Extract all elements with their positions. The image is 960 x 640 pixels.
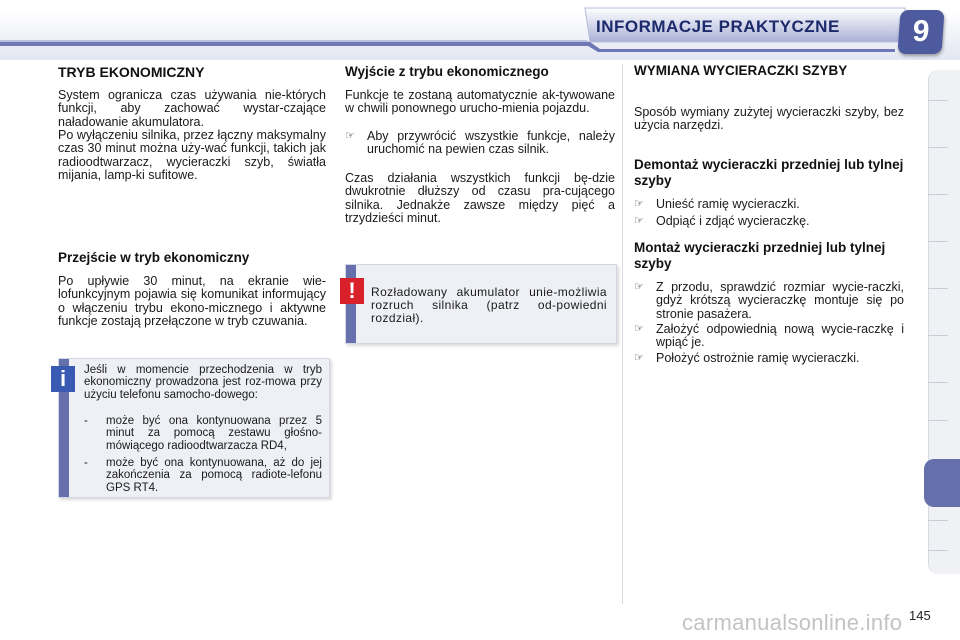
info-box-item-text: może być ona kontynuowana, aż do jej zakończenia za pomocą radiote-lefonu GPS RT4. xyxy=(106,457,322,494)
warning-box-text: Rozładowany akumulator unie-możliwia rozruch silnika (patrz od-powiedni rozdział). xyxy=(371,285,607,325)
hand-pointer-icon: ☞ xyxy=(634,198,644,210)
bullet-text: Założyć odpowiednią nową wycie-raczkę i wpiąć je. xyxy=(656,322,904,350)
info-box-item xyxy=(84,457,322,494)
tab-divider xyxy=(928,550,948,551)
paragraph: Po upływie 30 minut, na ekranie wie-lofunkcyjnym pojawia się komunikat informujący o włączeniu trybu ekono-micznego i aktywne funkcje zostają przełączone w tryb czuwania. xyxy=(58,274,326,328)
section-heading-enter-economy: Przejście w tryb ekonomiczny xyxy=(58,250,250,265)
tab-divider xyxy=(928,288,948,289)
tab-divider xyxy=(928,382,948,383)
tab-divider xyxy=(928,194,948,195)
paragraph: Po wyłączeniu silnika, przez łączny maksymalny czas 30 minut można uży-wać funkcji, takich jak radioodtwarzacz, wycieraczki szyb, światła mijania, lamp-ki sufitowe. xyxy=(58,128,326,182)
section-heading-economy-mode: TRYB EKONOMICZNY xyxy=(58,64,205,80)
tab-divider xyxy=(928,100,948,101)
dash-marker: - xyxy=(84,457,88,469)
page-title: INFORMACJE PRAKTYCZNE xyxy=(596,17,840,36)
paragraph: System ogranicza czas używania nie-których funkcji, aby zachować wystar-czające naładowanie akumulatora. xyxy=(58,88,326,129)
tab-divider xyxy=(928,147,948,148)
chapter-number-badge: 9 xyxy=(897,10,944,54)
bullet-item xyxy=(345,130,615,157)
info-box-item xyxy=(84,415,322,452)
hand-pointer-icon: ☞ xyxy=(345,130,355,142)
tab-divider xyxy=(928,335,948,336)
info-box-text: Jeśli w momencie przechodzenia w tryb ekonomiczny prowadzona jest roz-mowa przy użyciu telefonu samocho-dowego: xyxy=(84,364,322,401)
hand-pointer-icon: ☞ xyxy=(634,215,644,227)
bullet-item xyxy=(634,198,904,211)
section-heading-wiper-replacement: WYMIANA WYCIERACZKI SZYBY xyxy=(634,63,848,78)
hand-pointer-icon: ☞ xyxy=(634,323,644,335)
info-box-item-text: może być ona kontynuowana przez 5 minut za pomocą zestawu głośno-mówiącego radioodtwarzacza RD4, xyxy=(106,415,322,452)
bullet-text: Unieść ramię wycieraczki. xyxy=(656,197,800,211)
section-heading-wiper-removal: Demontaż wycieraczki przedniej lub tylnej szyby xyxy=(634,157,904,188)
tab-divider xyxy=(928,420,948,421)
bullet-text: Z przodu, sprawdzić rozmiar wycie-raczki, gdyż krótszą wycieraczkę montuje się po stronie pasażera. xyxy=(656,280,904,321)
bullet-text: Odpiąć i zdjąć wycieraczkę. xyxy=(656,214,810,228)
warning-icon: ! xyxy=(340,278,364,304)
page-number: 145 xyxy=(909,608,931,623)
tab-divider xyxy=(928,241,948,242)
chapter-tab-active[interactable] xyxy=(924,459,960,507)
hand-pointer-icon: ☞ xyxy=(634,281,644,293)
paragraph: Sposób wymiany zużytej wycieraczki szyby, bez użycia narzędzi. xyxy=(634,105,904,133)
hand-pointer-icon: ☞ xyxy=(634,352,644,364)
warning-box-edge xyxy=(346,265,356,343)
paragraph: Funkcje te zostaną automatycznie ak-tywowane w chwili ponownego urucho-mienia pojazdu. xyxy=(345,88,615,116)
bullet-item xyxy=(634,281,904,321)
bullet-item xyxy=(634,352,904,365)
bullet-text: Położyć ostrożnie ramię wycieraczki. xyxy=(656,351,860,365)
section-heading-exit-economy: Wyjście z trybu ekonomicznego xyxy=(345,64,549,79)
section-heading-wiper-fitting: Montaż wycieraczki przedniej lub tylnej szyby xyxy=(634,240,886,271)
paragraph: Czas działania wszystkich funkcji bę-dzie dwukrotnie dłuższy od czasu pra-cującego silnika. Jednakże zawsze między pięć a trzydzieści minut. xyxy=(345,171,615,225)
bullet-item xyxy=(634,323,904,350)
bullet-text: Aby przywrócić wszystkie funkcje, należy uruchomić na pewien czas silnik. xyxy=(367,129,615,157)
column-divider xyxy=(622,64,623,604)
bullet-item xyxy=(634,215,904,228)
dash-marker: - xyxy=(84,415,88,427)
watermark: carmanualsonline.info xyxy=(682,610,903,635)
tab-divider xyxy=(928,520,948,521)
info-icon: i xyxy=(51,366,75,392)
